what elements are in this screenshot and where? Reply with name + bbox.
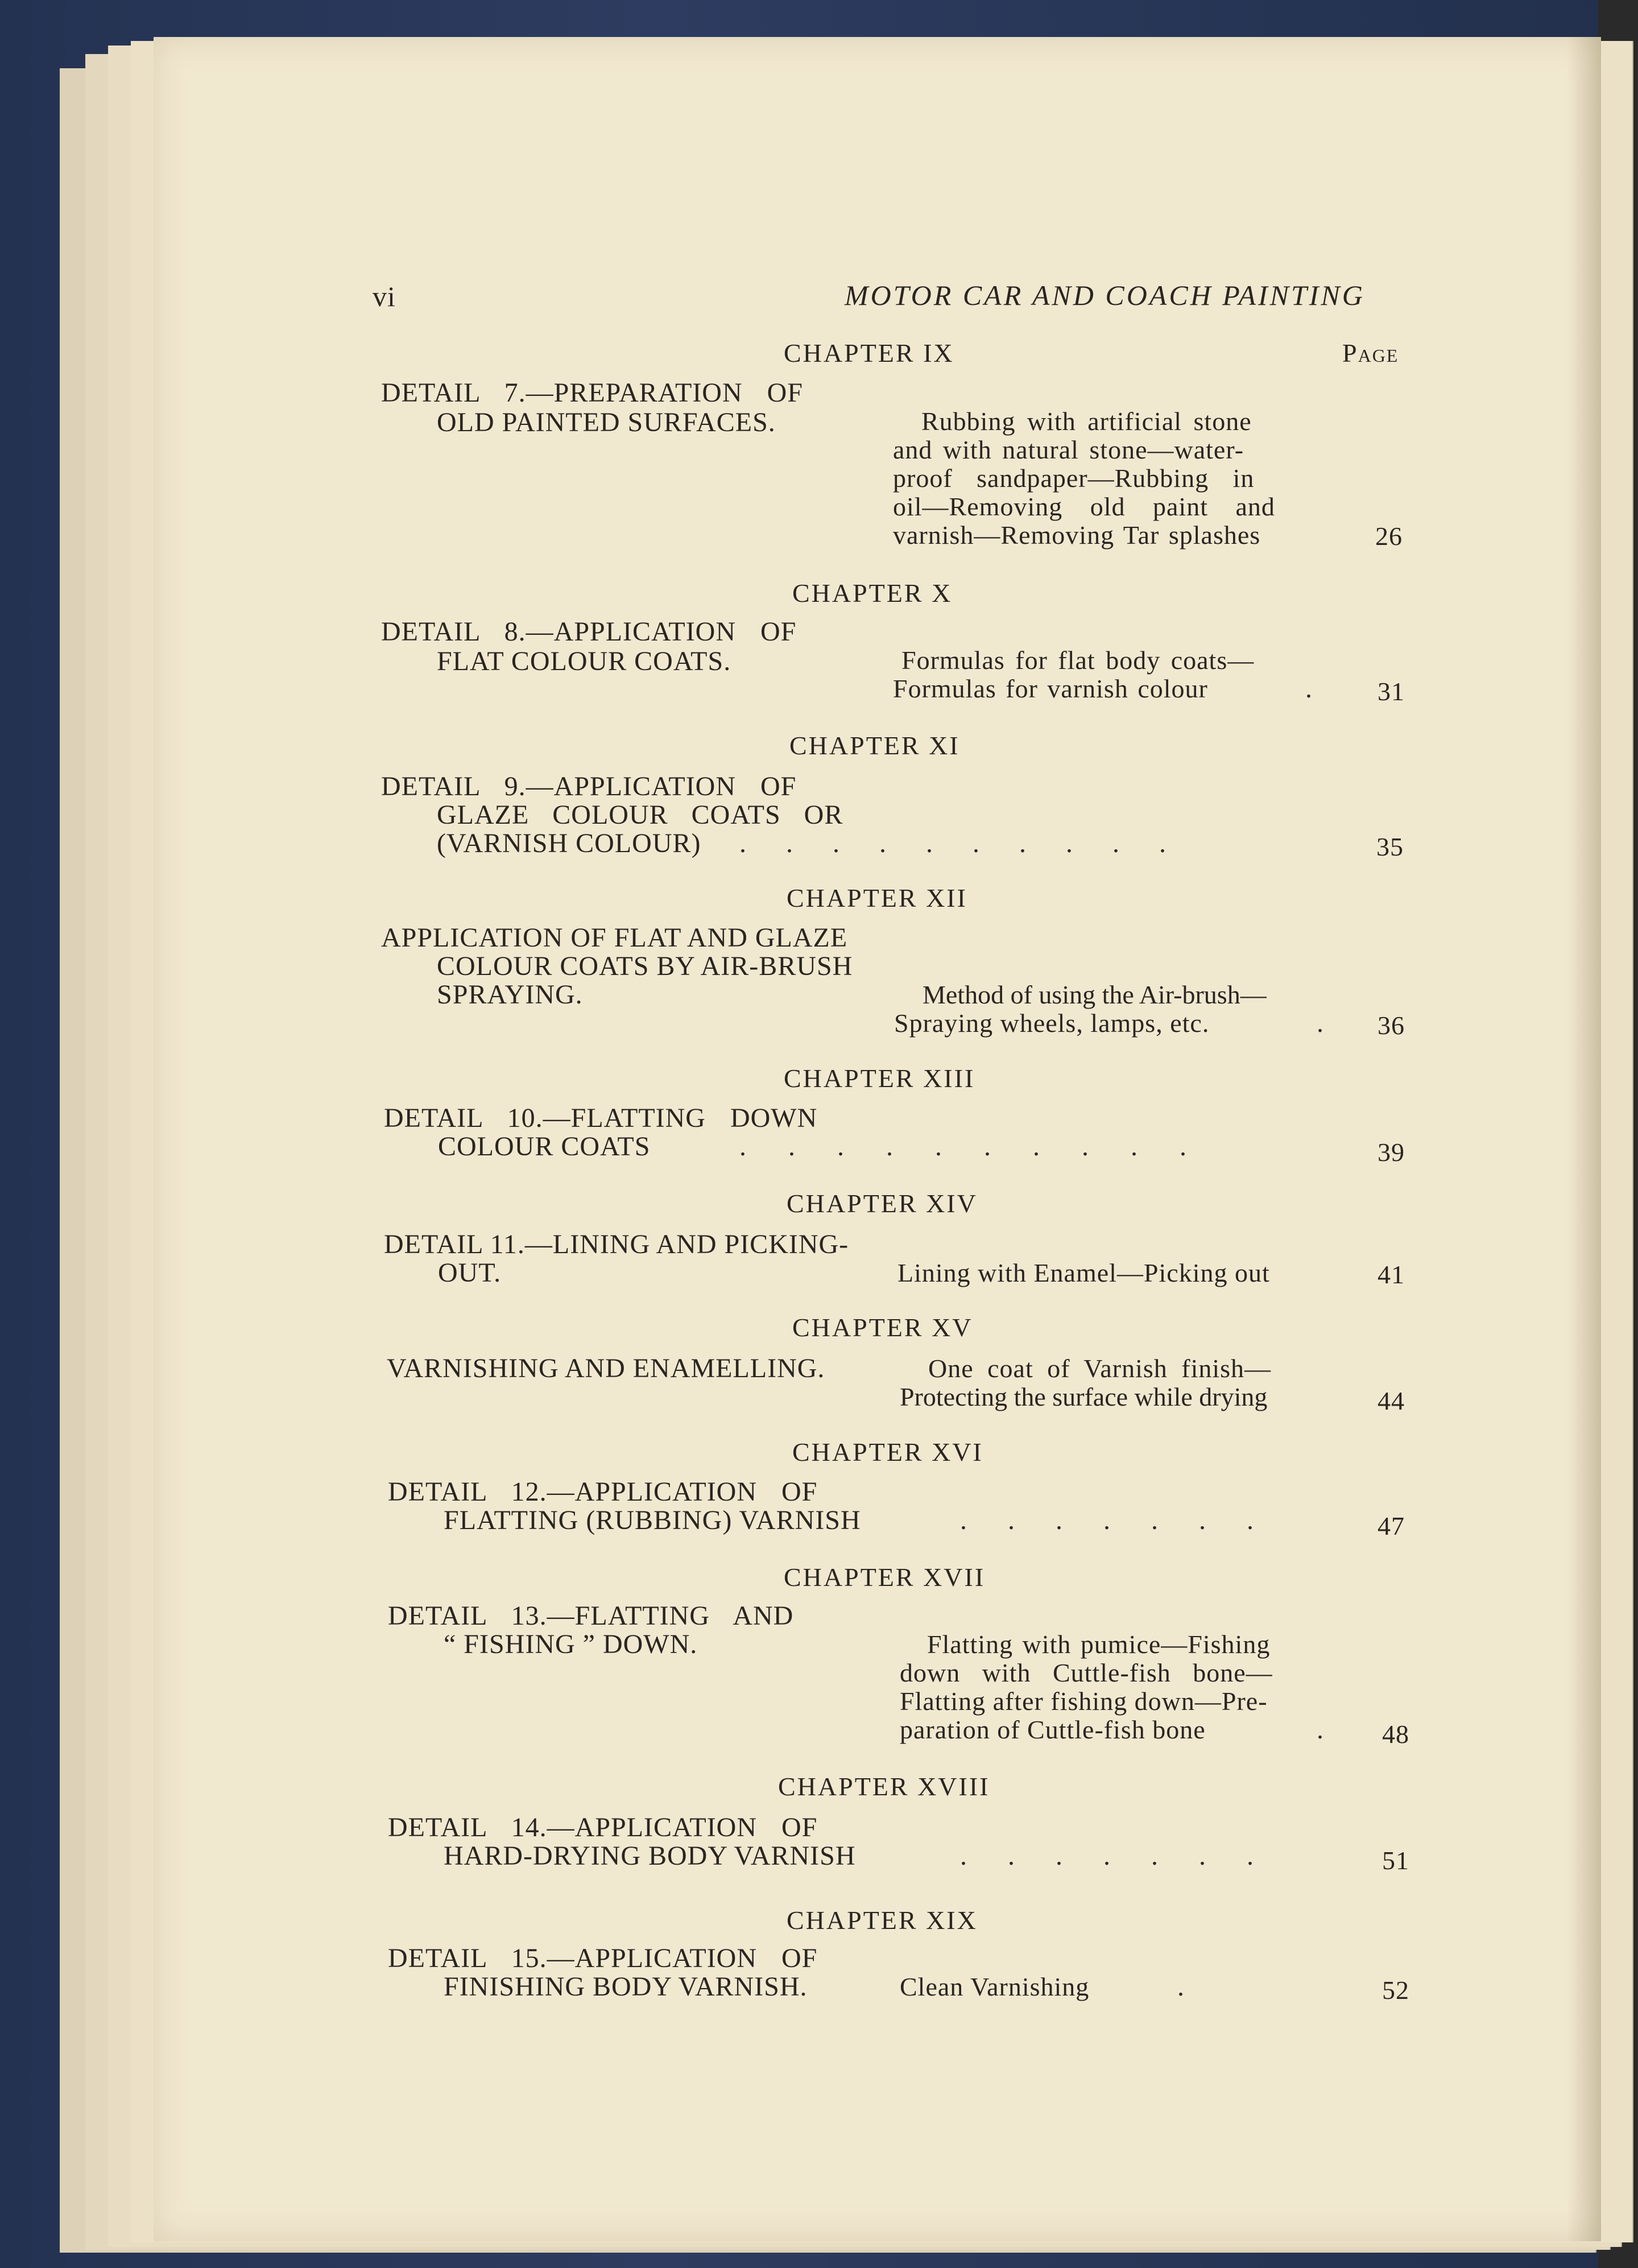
entry-title: DETAIL 12.—APPLICATION OF — [388, 1477, 818, 1507]
entry-title: OLD PAINTED SURFACES. — [437, 407, 776, 437]
leader-dots: . — [1305, 674, 1313, 704]
entry-description: down with Cuttle-fish bone— — [900, 1658, 1273, 1687]
leader-dots: . — [1177, 1972, 1185, 2002]
entry-title: OUT. — [438, 1258, 502, 1288]
page-number: 51 — [1382, 1846, 1409, 1875]
running-title: MOTOR CAR AND COACH PAINTING — [845, 279, 1365, 311]
entry-description: Method of using the Air-brush— — [923, 980, 1267, 1009]
chapter-heading: CHAPTER XIII — [784, 1064, 975, 1093]
entry-description: and with natural stone—water- — [893, 435, 1244, 464]
entry-description: varnish—Removing Tar splashes — [893, 520, 1261, 550]
chapter-heading: CHAPTER XVII — [784, 1563, 986, 1592]
chapter-heading: CHAPTER XII — [787, 883, 967, 912]
entry-title: FINISHING BODY VARNISH. — [444, 1972, 808, 2002]
entry-title: DETAIL 13.—FLATTING AND — [388, 1601, 794, 1631]
folio-number: vi — [373, 280, 396, 312]
chapter-heading: CHAPTER IX — [784, 338, 954, 367]
entry-description: Protecting the surface while drying — [900, 1382, 1268, 1411]
entry-title: FLAT COLOUR COATS. — [437, 646, 731, 676]
page-number: 35 — [1376, 832, 1404, 861]
entry-title: DETAIL 14.—APPLICATION OF — [388, 1812, 818, 1843]
leader-dots: . — [1317, 1715, 1324, 1745]
entry-title: “ FISHING ” DOWN. — [444, 1629, 698, 1659]
chapter-heading: CHAPTER XI — [789, 731, 960, 760]
leader-dots: .......... — [739, 1131, 1228, 1162]
entry-title: DETAIL 8.—APPLICATION OF — [381, 617, 797, 647]
entry-title: SPRAYING. — [437, 980, 583, 1010]
chapter-heading: CHAPTER XV — [792, 1313, 973, 1342]
entry-description: Formulas for varnish colour — [893, 674, 1208, 703]
entry-title: DETAIL 11.—LINING AND PICKING- — [384, 1229, 849, 1259]
entry-title: HARD-DRYING BODY VARNISH — [444, 1841, 856, 1871]
leader-dots: ....... — [960, 1505, 1294, 1535]
entry-description: Clean Varnishing — [900, 1972, 1090, 2001]
chapter-heading: CHAPTER XIV — [787, 1189, 978, 1218]
entry-title: COLOUR COATS BY AIR-BRUSH — [437, 951, 853, 981]
entry-title: GLAZE COLOUR COATS OR — [437, 800, 843, 830]
leader-dots: ....... — [960, 1841, 1294, 1871]
entry-description: Formulas for flat body coats— — [901, 646, 1255, 675]
entry-description: Spraying wheels, lamps, etc. — [894, 1009, 1210, 1038]
page-number: 41 — [1378, 1260, 1405, 1289]
page-number: 36 — [1378, 1011, 1405, 1040]
book-page — [154, 37, 1601, 2241]
leader-dots: .......... — [739, 828, 1206, 858]
entry-description: Rubbing with artificial stone — [921, 407, 1252, 436]
chapter-heading: CHAPTER XVI — [792, 1437, 983, 1466]
entry-description: Flatting after fishing down—Pre- — [900, 1687, 1268, 1716]
chapter-heading: CHAPTER X — [792, 579, 953, 608]
entry-description: Flatting with pumice—Fishing — [927, 1630, 1271, 1659]
entry-title: DETAIL 7.—PREPARATION OF — [381, 378, 803, 408]
page-gutter-shadow — [1567, 37, 1601, 2241]
page-number: 26 — [1375, 522, 1403, 551]
entry-title: APPLICATION OF FLAT AND GLAZE — [381, 923, 848, 953]
entry-title: (VARNISH COLOUR) — [437, 828, 701, 858]
entry-title: DETAIL 9.—APPLICATION OF — [381, 771, 797, 802]
entry-title: COLOUR COATS — [438, 1131, 651, 1162]
entry-title: DETAIL 10.—FLATTING DOWN — [384, 1103, 818, 1133]
entry-title: FLATTING (RUBBING) VARNISH — [444, 1505, 861, 1535]
chapter-heading: CHAPTER XIX — [787, 1906, 978, 1935]
entry-description: proof sandpaper—Rubbing in — [893, 464, 1255, 493]
entry-title: VARNISHING AND ENAMELLING. — [387, 1353, 825, 1383]
page-number: 39 — [1378, 1138, 1405, 1167]
entry-title: DETAIL 15.—APPLICATION OF — [388, 1943, 818, 1973]
entry-description: oil—Removing old paint and — [893, 492, 1275, 521]
entry-description: One coat of Varnish finish— — [928, 1354, 1272, 1383]
page-column-label: Page — [1342, 338, 1399, 367]
page-number: 31 — [1378, 677, 1405, 706]
page-number: 47 — [1378, 1511, 1405, 1540]
entry-description: paration of Cuttle-fish bone — [900, 1715, 1206, 1744]
entry-description: Lining with Enamel—Picking out — [897, 1258, 1270, 1287]
chapter-heading: CHAPTER XVIII — [778, 1772, 990, 1801]
page-number: 48 — [1382, 1720, 1409, 1749]
page-number: 52 — [1382, 1976, 1409, 2005]
page-number: 44 — [1378, 1386, 1405, 1415]
leader-dots: . — [1317, 1008, 1324, 1038]
